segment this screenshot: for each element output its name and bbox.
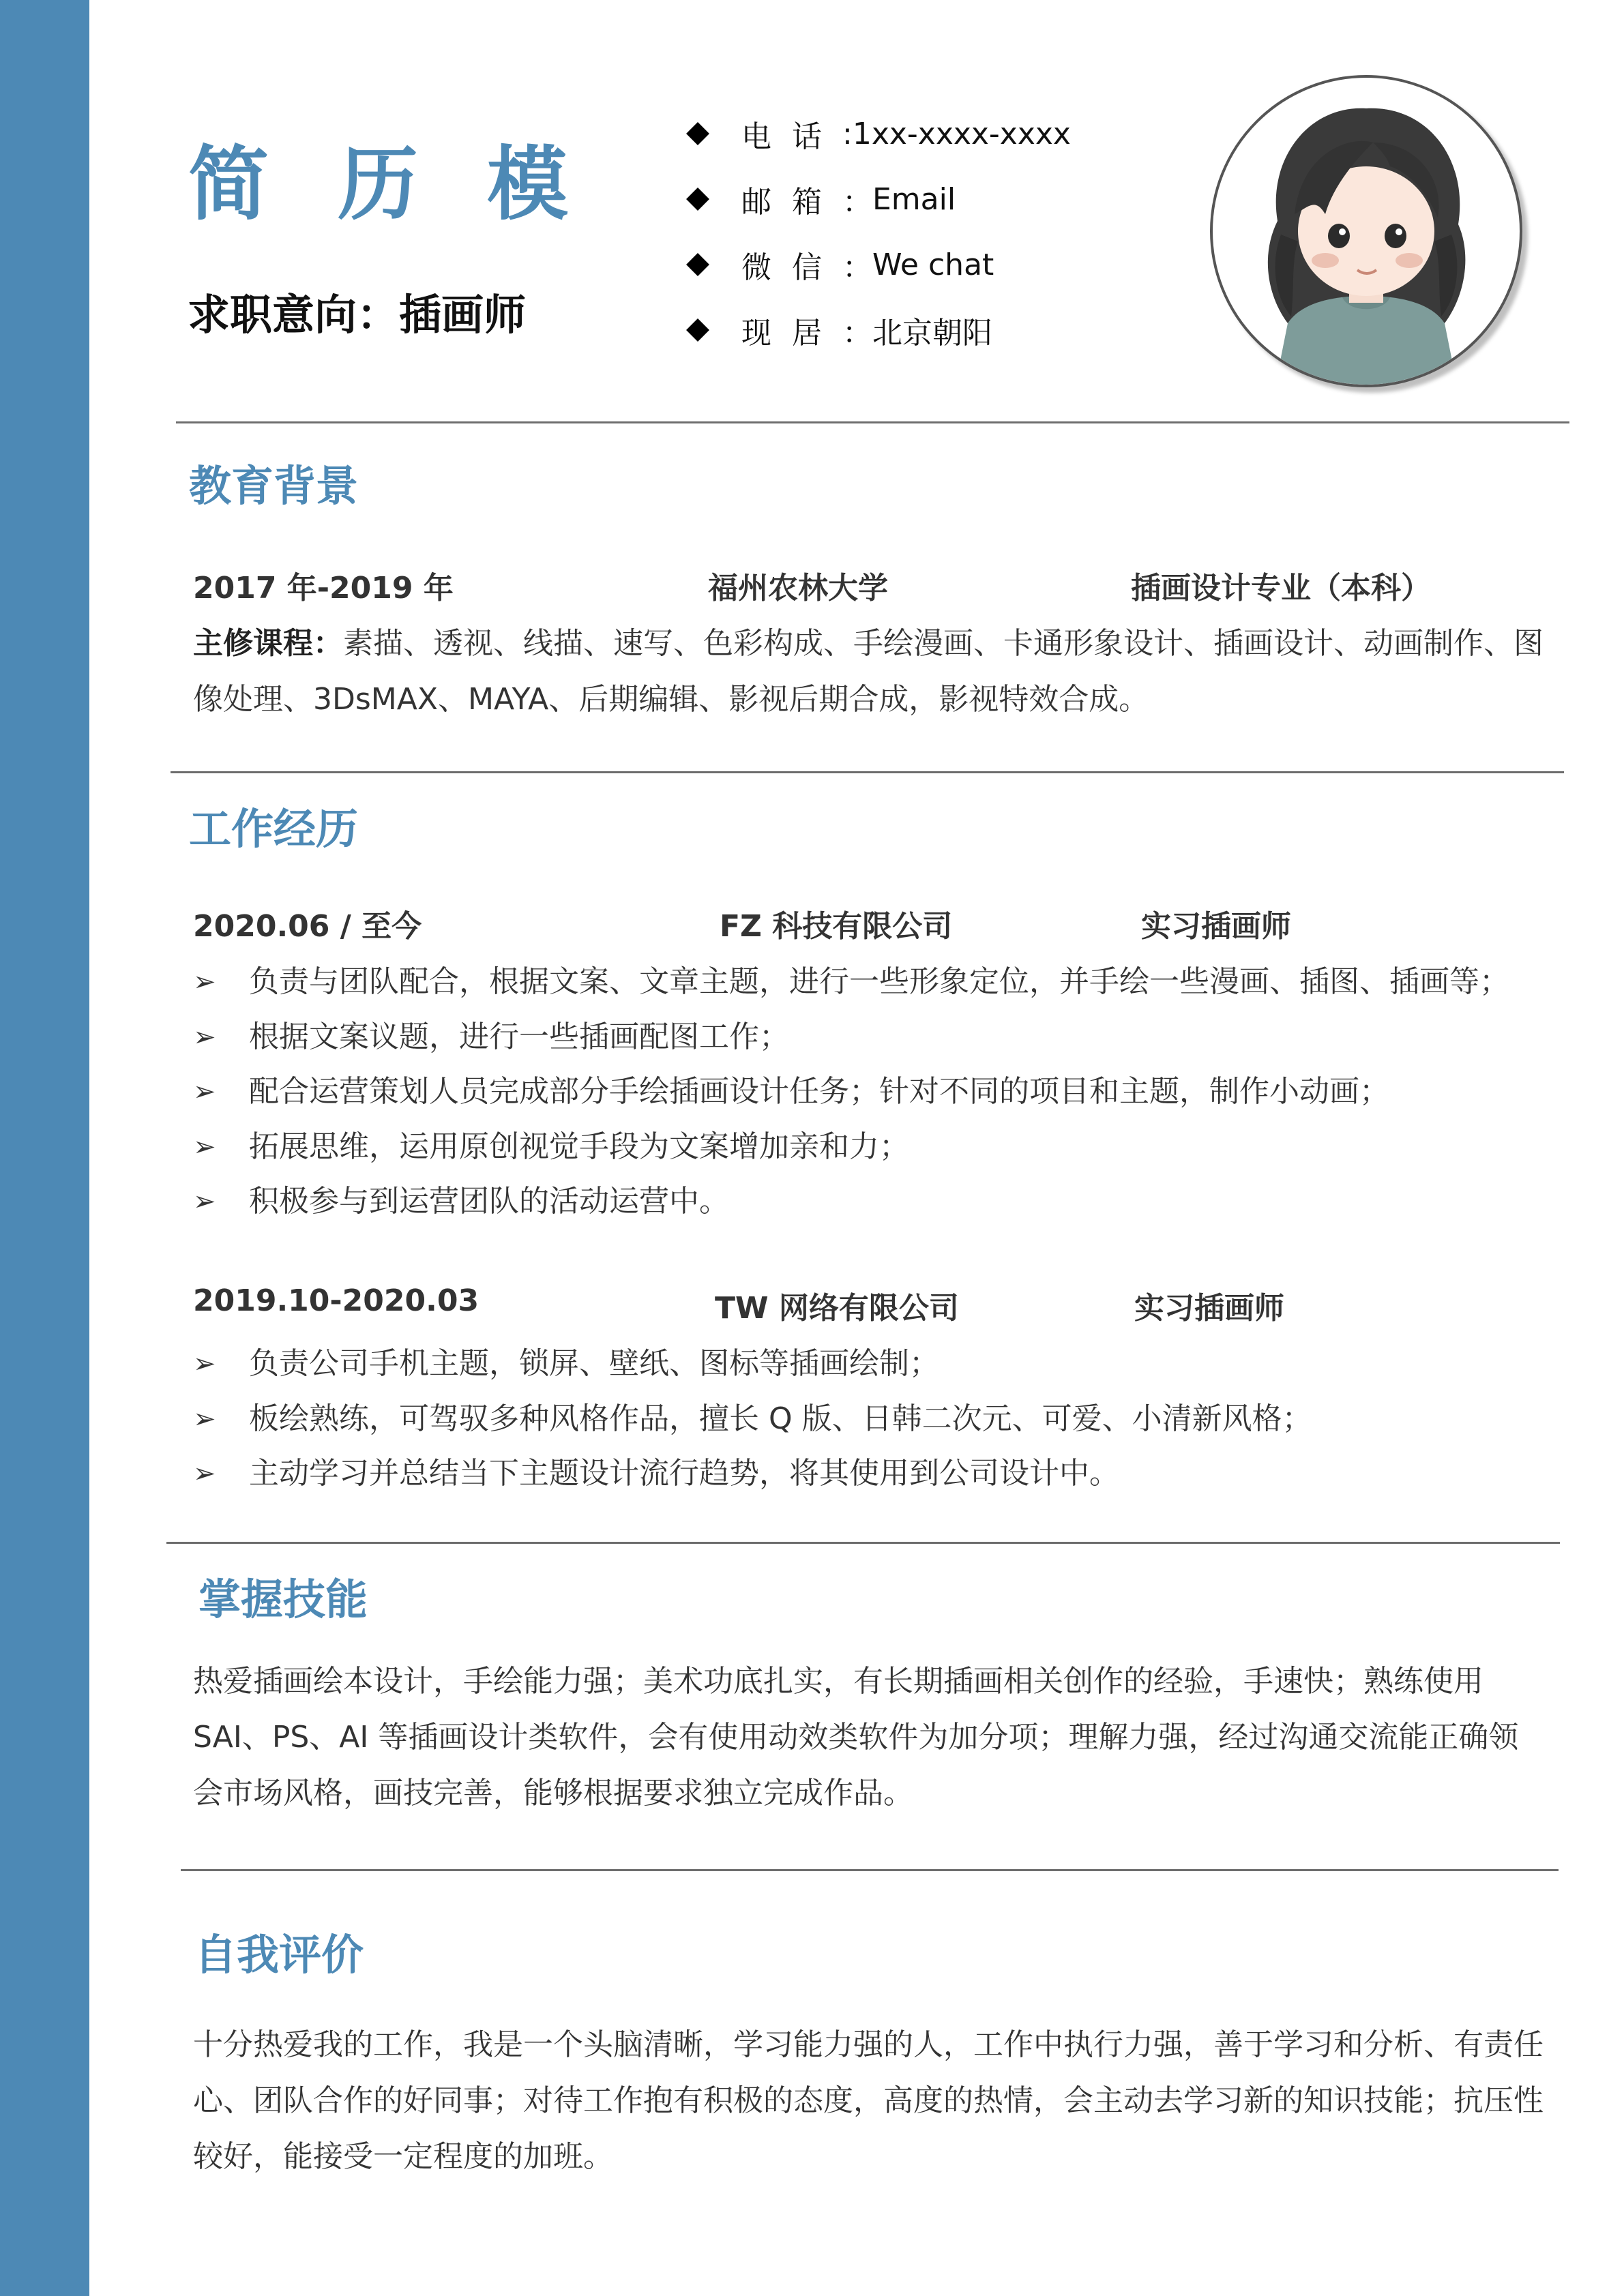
list-item: ➢ 拓展思维，运用原创视觉手段为文案增加亲和力； bbox=[193, 1120, 1544, 1175]
contact-value: Email bbox=[872, 181, 956, 217]
diamond-bullet-icon bbox=[686, 188, 709, 211]
contact-label: 微信 bbox=[741, 250, 842, 285]
arrow-bullet-icon: ➢ bbox=[193, 1458, 216, 1489]
job-intent: 求职意向：插画师 bbox=[188, 290, 527, 340]
education-courses bbox=[193, 616, 1544, 728]
girl-portrait-icon bbox=[1213, 78, 1520, 385]
page-title: 简 历 模 bbox=[188, 137, 589, 231]
list-item: ➢ 配合运营策划人员完成部分手绘插画设计任务；针对不同的项目和主题，制作小动画； bbox=[193, 1064, 1544, 1120]
job-period: 2020.06 / 至今 bbox=[193, 909, 422, 944]
contact-value: We chat bbox=[872, 247, 994, 282]
job-role: 实习插画师 bbox=[1141, 909, 1291, 944]
arrow-bullet-icon: ➢ bbox=[193, 1186, 216, 1217]
arrow-bullet-icon: ➢ bbox=[193, 1348, 216, 1380]
avatar bbox=[1210, 75, 1522, 387]
divider bbox=[166, 1542, 1560, 1544]
education-period: 2017 年-2019 年 bbox=[193, 571, 454, 606]
job-duties bbox=[193, 1337, 1544, 1502]
job-company: TW 网络有限公司 bbox=[715, 1291, 959, 1326]
divider bbox=[171, 771, 1564, 773]
side-accent-bar bbox=[0, 0, 89, 2296]
arrow-bullet-icon: ➢ bbox=[193, 1403, 216, 1435]
section-title-self-evaluation: 自我评价 bbox=[194, 1930, 364, 1980]
skills-text: 热爱插画绘本设计，手绘能力强；美术功底扎实，有长期插画相关创作的经验，手速快；熟练使用 SAI、PS、AI 等插画设计类软件，会有使用动效类软件为加分项；理解力强，经过沟通交流能正确领会市场风格，画技完善，能够根据要求独立完成作品。 bbox=[193, 1664, 1519, 1810]
job-role: 实习插画师 bbox=[1134, 1291, 1284, 1326]
divider bbox=[176, 421, 1569, 423]
job-company: FZ 科技有限公司 bbox=[720, 909, 953, 944]
arrow-bullet-icon: ➢ bbox=[193, 1076, 216, 1107]
list-item: ➢ 积极参与到运营团队的活动运营中。 bbox=[193, 1174, 1544, 1229]
contact-residence: 现居 ： 北京朝阳 bbox=[685, 303, 1204, 357]
section-title-skills: 掌握技能 bbox=[198, 1575, 368, 1624]
contact-wechat: 微信 ： We chat bbox=[685, 237, 1204, 292]
divider bbox=[181, 1869, 1559, 1871]
arrow-bullet-icon: ➢ bbox=[193, 966, 216, 998]
education-school: 福州农林大学 bbox=[708, 571, 888, 606]
contact-label: 现居 bbox=[741, 316, 842, 351]
list-item: ➢ 根据文案议题，进行一些插画配图工作； bbox=[193, 1010, 1544, 1065]
list-item: ➢ 主动学习并总结当下主题设计流行趋势，将其使用到公司设计中。 bbox=[193, 1446, 1544, 1502]
contact-phone: 电话 : 1xx-xxxx-xxxx bbox=[685, 106, 1204, 161]
contact-email: 邮箱 ： Email bbox=[685, 172, 1204, 226]
diamond-bullet-icon bbox=[686, 318, 709, 342]
contact-value: 北京朝阳 bbox=[872, 316, 992, 351]
contact-label: 邮箱 bbox=[741, 185, 842, 220]
job-duties bbox=[193, 955, 1544, 1229]
arrow-bullet-icon: ➢ bbox=[193, 1131, 216, 1163]
job-period: 2019.10-2020.03 bbox=[193, 1283, 479, 1318]
list-item: ➢ 负责公司手机主题，锁屏、壁纸、图标等插画绘制； bbox=[193, 1337, 1544, 1392]
self-evaluation-text: 十分热爱我的工作，我是一个头脑清晰，学习能力强的人，工作中执行力强，善于学习和分析、有责任心、团队合作的好同事；对待工作抱有积极的态度，高度的热情，会主动去学习新的知识技能；抗压性较好，能接受一定程度的加班。 bbox=[193, 2027, 1544, 2174]
job-row bbox=[193, 901, 1530, 949]
section-title-education: 教育背景 bbox=[189, 461, 359, 511]
diamond-bullet-icon bbox=[686, 122, 709, 145]
contact-value: 1xx-xxxx-xxxx bbox=[852, 116, 1071, 151]
section-title-work: 工作经历 bbox=[189, 804, 359, 854]
job-row bbox=[193, 1283, 1530, 1331]
education-row bbox=[193, 563, 1530, 611]
courses-label: 主修课程： bbox=[193, 626, 343, 661]
contact-label: 电话 bbox=[741, 119, 842, 154]
diamond-bullet-icon bbox=[686, 253, 709, 276]
list-item: ➢ 负责与团队配合，根据文案、文章主题，进行一些形象定位，并手绘一些漫画、插图、插画等； bbox=[193, 955, 1544, 1010]
education-major: 插画设计专业（本科） bbox=[1131, 571, 1431, 606]
list-item: ➢ 板绘熟练，可驾驭多种风格作品，擅长 Q 版、日韩二次元、可爱、小清新风格； bbox=[193, 1392, 1544, 1447]
courses-text: 素描、透视、线描、速写、色彩构成、手绘漫画、卡通形象设计、插画设计、动画制作、图像处理、3DsMAX、MAYA、后期编辑、影视后期合成，影视特效合成。 bbox=[193, 626, 1544, 717]
arrow-bullet-icon: ➢ bbox=[193, 1021, 216, 1053]
